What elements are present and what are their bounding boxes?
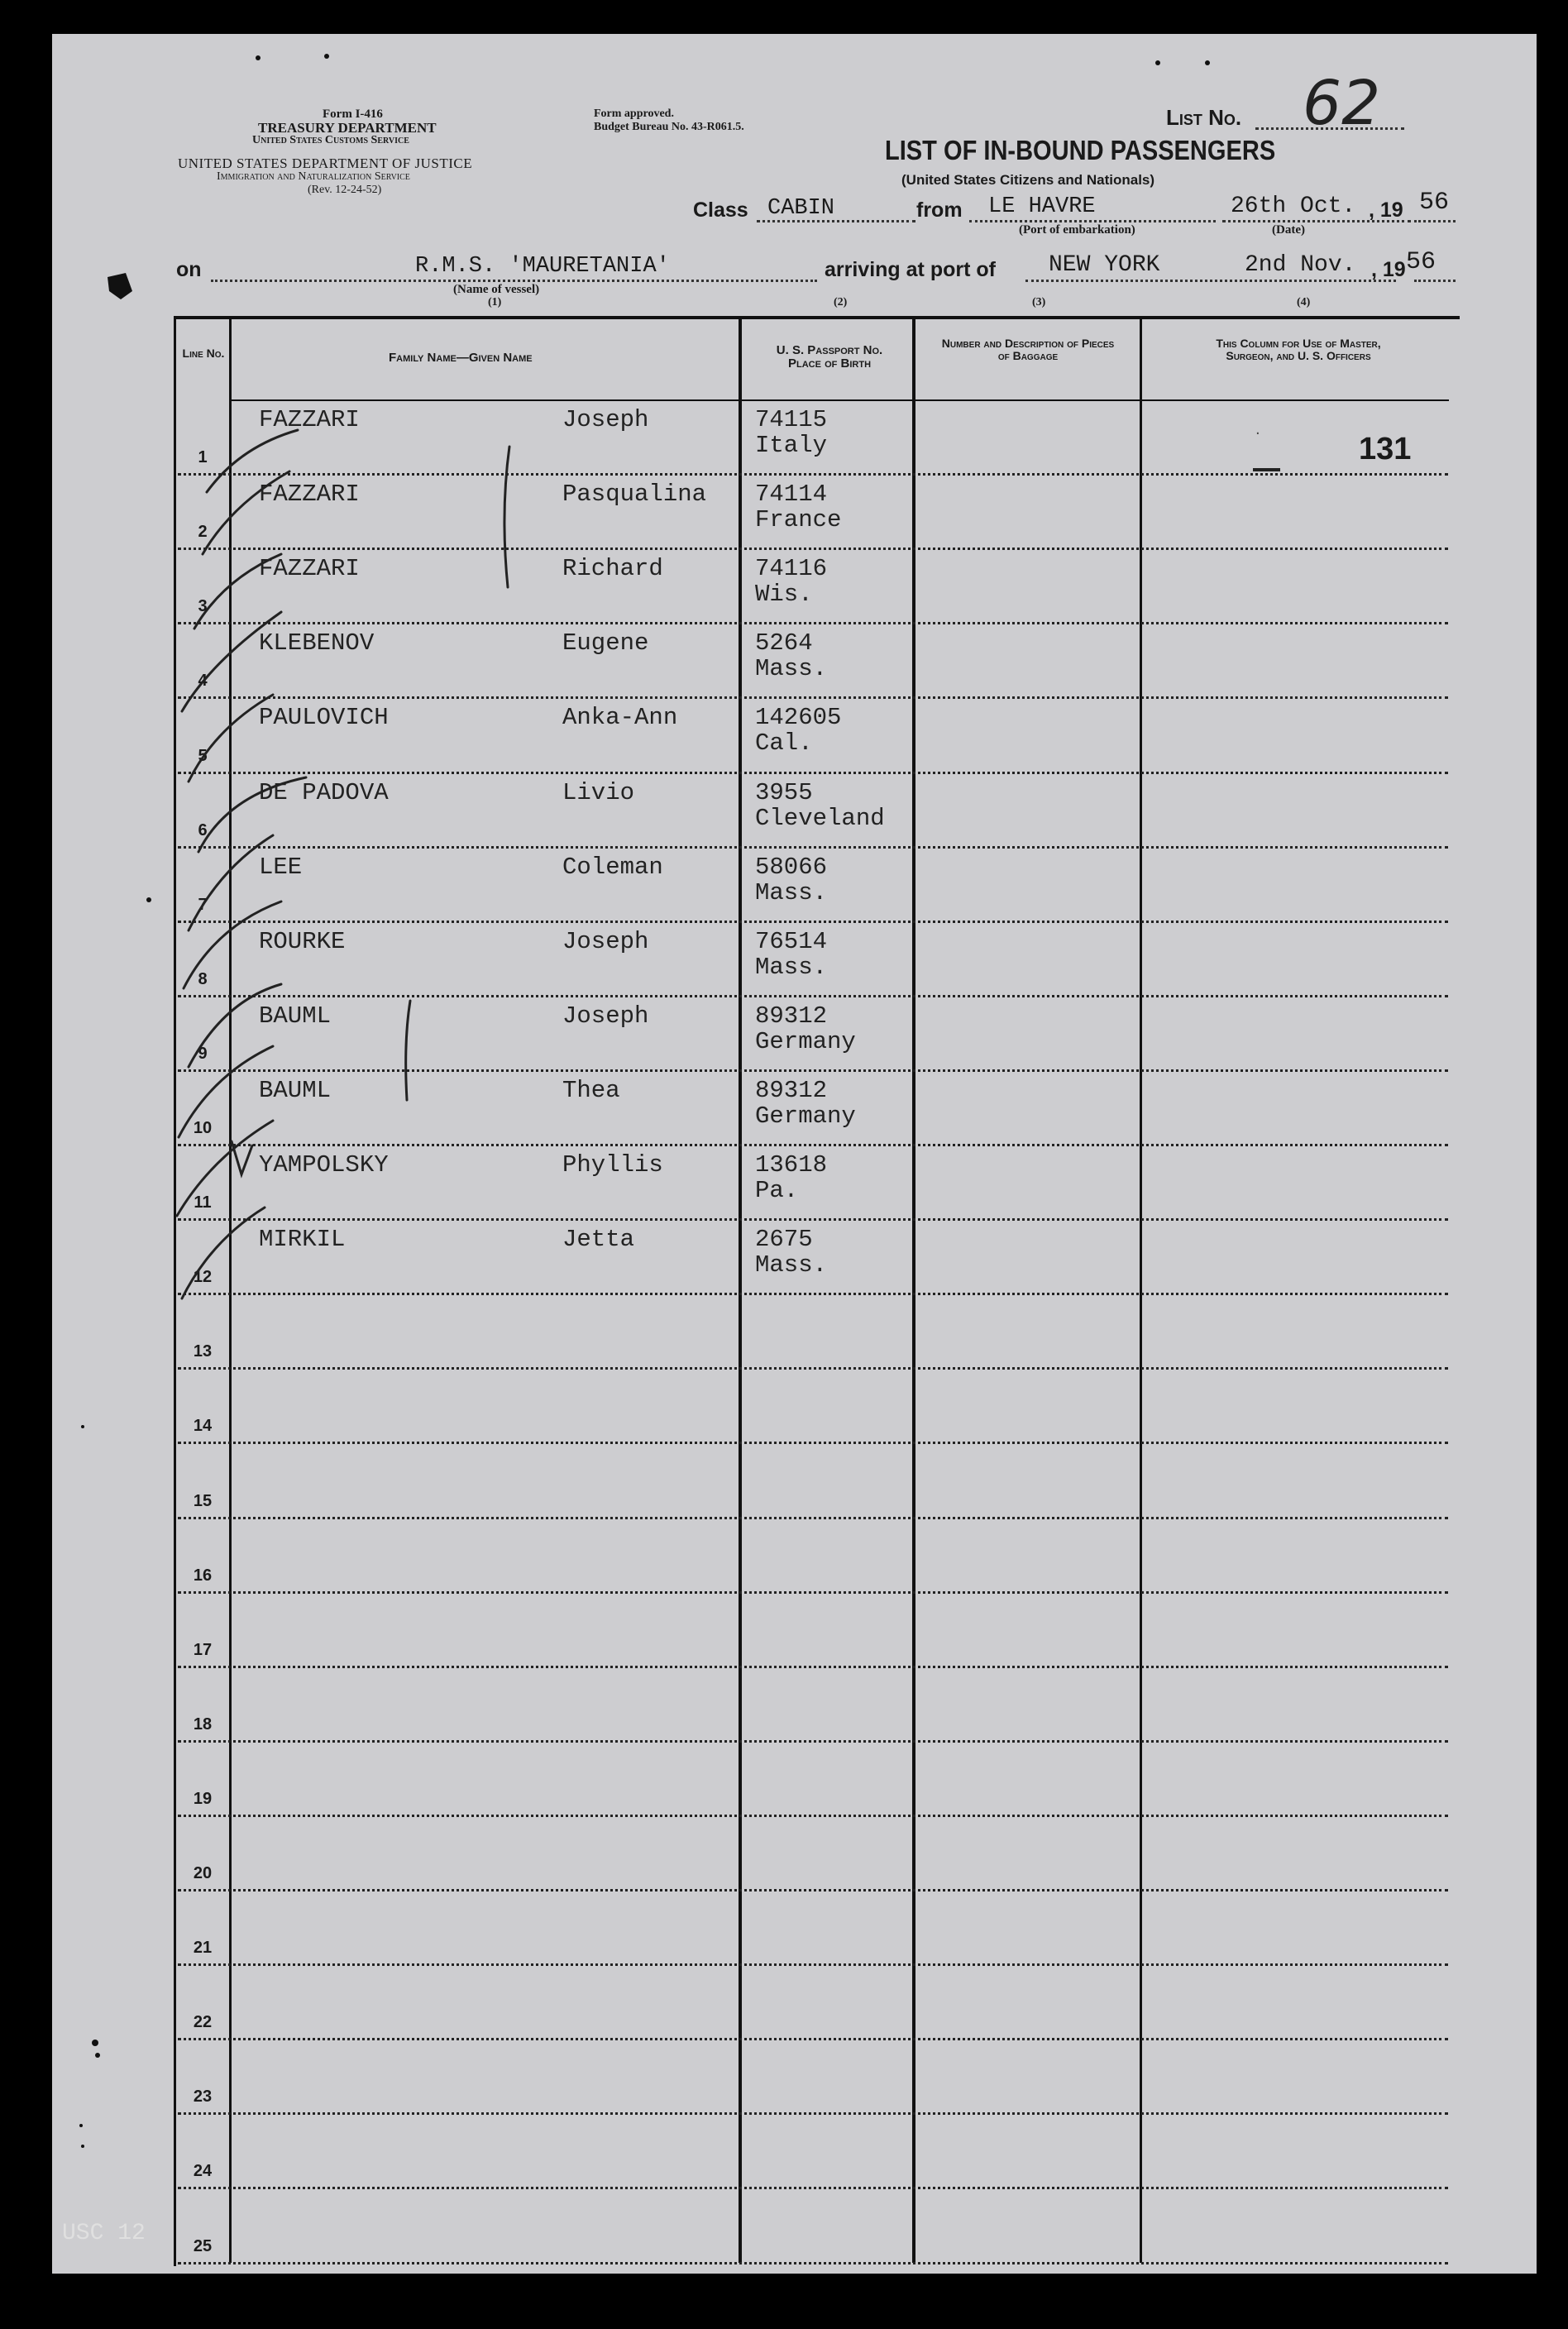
line-number: 20 — [193, 1864, 213, 1882]
place-of-birth: Mass. — [755, 655, 828, 683]
class-label: Class — [693, 198, 748, 222]
margin-stamp: USC 12 — [62, 2221, 146, 2246]
vessel-caption: (Name of vessel) — [453, 283, 540, 296]
line-number: 12 — [193, 1268, 213, 1287]
justice-department: UNITED STATES DEPARTMENT OF JUSTICE — [178, 155, 473, 171]
line-number: 3 — [198, 597, 208, 616]
line-number: 1 — [198, 448, 208, 467]
line-number: 6 — [198, 820, 208, 839]
passport-number: 13618 — [755, 1151, 828, 1179]
col4-number: (4) — [1297, 296, 1311, 308]
col-header-line: Line No. — [182, 347, 225, 360]
line-number: 11 — [194, 1193, 212, 1212]
line-number: 15 — [193, 1491, 213, 1510]
port-of-embarkation: LE HAVRE — [988, 194, 1096, 219]
line-number: 16 — [193, 1566, 213, 1585]
passenger-surname: PAULOVICH — [259, 704, 389, 732]
col3-number: (3) — [1032, 296, 1046, 308]
passport-number: 3955 — [755, 778, 813, 806]
class-value: CABIN — [767, 196, 835, 221]
line-number: 24 — [193, 2162, 213, 2181]
line-number: 19 — [193, 1789, 213, 1808]
place-of-birth: Germany — [755, 1027, 856, 1055]
passenger-surname: ROURKE — [259, 927, 346, 955]
passenger-given-name: Phyllis — [562, 1151, 663, 1179]
passport-number: 58066 — [755, 853, 828, 881]
passport-number: 74114 — [755, 481, 828, 509]
budget-bureau: Budget Bureau No. 43-R061.5. — [594, 121, 744, 133]
passport-number: 5264 — [755, 629, 813, 658]
passport-number: 142605 — [755, 704, 842, 732]
svg-text:·: · — [1255, 425, 1260, 442]
arrival-year-prefix: , 19 — [1371, 258, 1406, 281]
col-header-passport: U. S. Passport No. Place of Birth — [776, 343, 883, 371]
place-of-birth: Germany — [755, 1102, 856, 1130]
passenger-given-name: Jetta — [562, 1226, 635, 1254]
line-number: 18 — [193, 1714, 213, 1734]
line-number: 7 — [198, 895, 208, 914]
passport-number: 74116 — [755, 555, 828, 583]
line-number: 10 — [193, 1119, 213, 1137]
customs-service: United States Customs Service — [252, 134, 409, 146]
port-caption: (Port of embarkation) — [1019, 223, 1135, 237]
passenger-surname: DE PADOVA — [259, 778, 389, 806]
passenger-surname: MIRKIL — [259, 1226, 346, 1254]
from-label: from — [916, 198, 963, 222]
passenger-given-name: Pasqualina — [562, 481, 707, 509]
passport-number: 2675 — [755, 1226, 813, 1254]
form-approved: Form approved. — [594, 108, 674, 120]
line-number: 13 — [193, 1342, 213, 1361]
page-subtitle: (United States Citizens and Nationals) — [901, 172, 1155, 188]
passenger-given-name: Thea — [562, 1076, 620, 1104]
page-title: LIST OF IN-BOUND PASSENGERS — [885, 135, 1276, 165]
line-number: 21 — [193, 1939, 213, 1958]
place-of-birth: Mass. — [755, 1251, 828, 1279]
line-number: 5 — [198, 746, 208, 765]
place-of-birth: Mass. — [755, 878, 828, 906]
col-header-name: Family Name—Given Name — [389, 351, 533, 365]
place-of-birth: Mass. — [755, 953, 828, 981]
line-number: 25 — [193, 2236, 213, 2255]
passport-number: 76514 — [755, 927, 828, 955]
place-of-birth: France — [755, 506, 842, 534]
officer-note: 131 — [1359, 432, 1412, 466]
line-number: 17 — [193, 1640, 213, 1659]
passenger-given-name: Richard — [562, 555, 663, 583]
passenger-given-name: Joseph — [562, 1002, 649, 1030]
embark-date: 26th Oct. — [1231, 194, 1356, 219]
line-number: 23 — [193, 2087, 213, 2107]
passenger-surname: FAZZARI — [259, 481, 360, 509]
date-caption: (Date) — [1272, 223, 1305, 237]
place-of-birth: Italy — [755, 432, 828, 459]
col-header-officers: This Column for Use of Master, Surgeon, and U. S. Officers — [1216, 337, 1381, 362]
passport-number: 89312 — [755, 1076, 828, 1104]
passenger-given-name: Eugene — [562, 629, 649, 658]
passenger-given-name: Joseph — [562, 927, 649, 955]
passenger-surname: YAMPOLSKY — [259, 1151, 389, 1179]
place-of-birth: Wis. — [755, 581, 813, 609]
passenger-given-name: Joseph — [562, 406, 649, 433]
line-number: 2 — [198, 523, 208, 542]
passenger-surname: FAZZARI — [259, 555, 360, 583]
passport-number: 89312 — [755, 1002, 828, 1030]
passenger-given-name: Livio — [562, 778, 635, 806]
form-number: Form I-416 — [323, 108, 383, 121]
arrival-port: NEW YORK — [1049, 252, 1160, 278]
line-number: 8 — [198, 969, 208, 988]
arrival-year: 56 — [1406, 248, 1437, 276]
ins-service: Immigration and Naturalization Service — [217, 170, 410, 183]
revision: (Rev. 12-24-52) — [308, 184, 382, 196]
passenger-surname: BAUML — [259, 1002, 332, 1030]
line-number: 14 — [193, 1417, 213, 1436]
place-of-birth: Cleveland — [755, 804, 885, 832]
line-number: 22 — [193, 2013, 213, 2032]
year-prefix: , 19 — [1369, 198, 1403, 222]
line-number: 4 — [198, 672, 208, 691]
embark-year: 56 — [1419, 189, 1450, 217]
on-label: on — [176, 258, 202, 281]
line-number: 9 — [198, 1044, 208, 1063]
passenger-given-name: Coleman — [562, 853, 663, 881]
col2-number: (2) — [834, 296, 848, 308]
col-header-baggage: Number and Description of Pieces of Baggage — [941, 337, 1115, 362]
arrival-date: 2nd Nov. — [1245, 252, 1356, 278]
treasury-department: TREASURY DEPARTMENT — [258, 120, 437, 136]
place-of-birth: Pa. — [755, 1177, 799, 1204]
vessel-name: R.M.S. 'MAURETANIA' — [415, 254, 670, 279]
list-no-label: List No. — [1166, 105, 1242, 130]
list-no-handwritten: 62 — [1303, 68, 1381, 139]
place-of-birth: Cal. — [755, 729, 813, 758]
arriving-label: arriving at port of — [825, 258, 996, 281]
passport-number: 74115 — [755, 406, 828, 433]
passenger-surname: BAUML — [259, 1076, 332, 1104]
passenger-surname: KLEBENOV — [259, 629, 375, 658]
passenger-surname: LEE — [259, 853, 303, 881]
col1-number: (1) — [488, 296, 502, 308]
passenger-surname: FAZZARI — [259, 406, 360, 433]
passenger-given-name: Anka-Ann — [562, 704, 678, 732]
